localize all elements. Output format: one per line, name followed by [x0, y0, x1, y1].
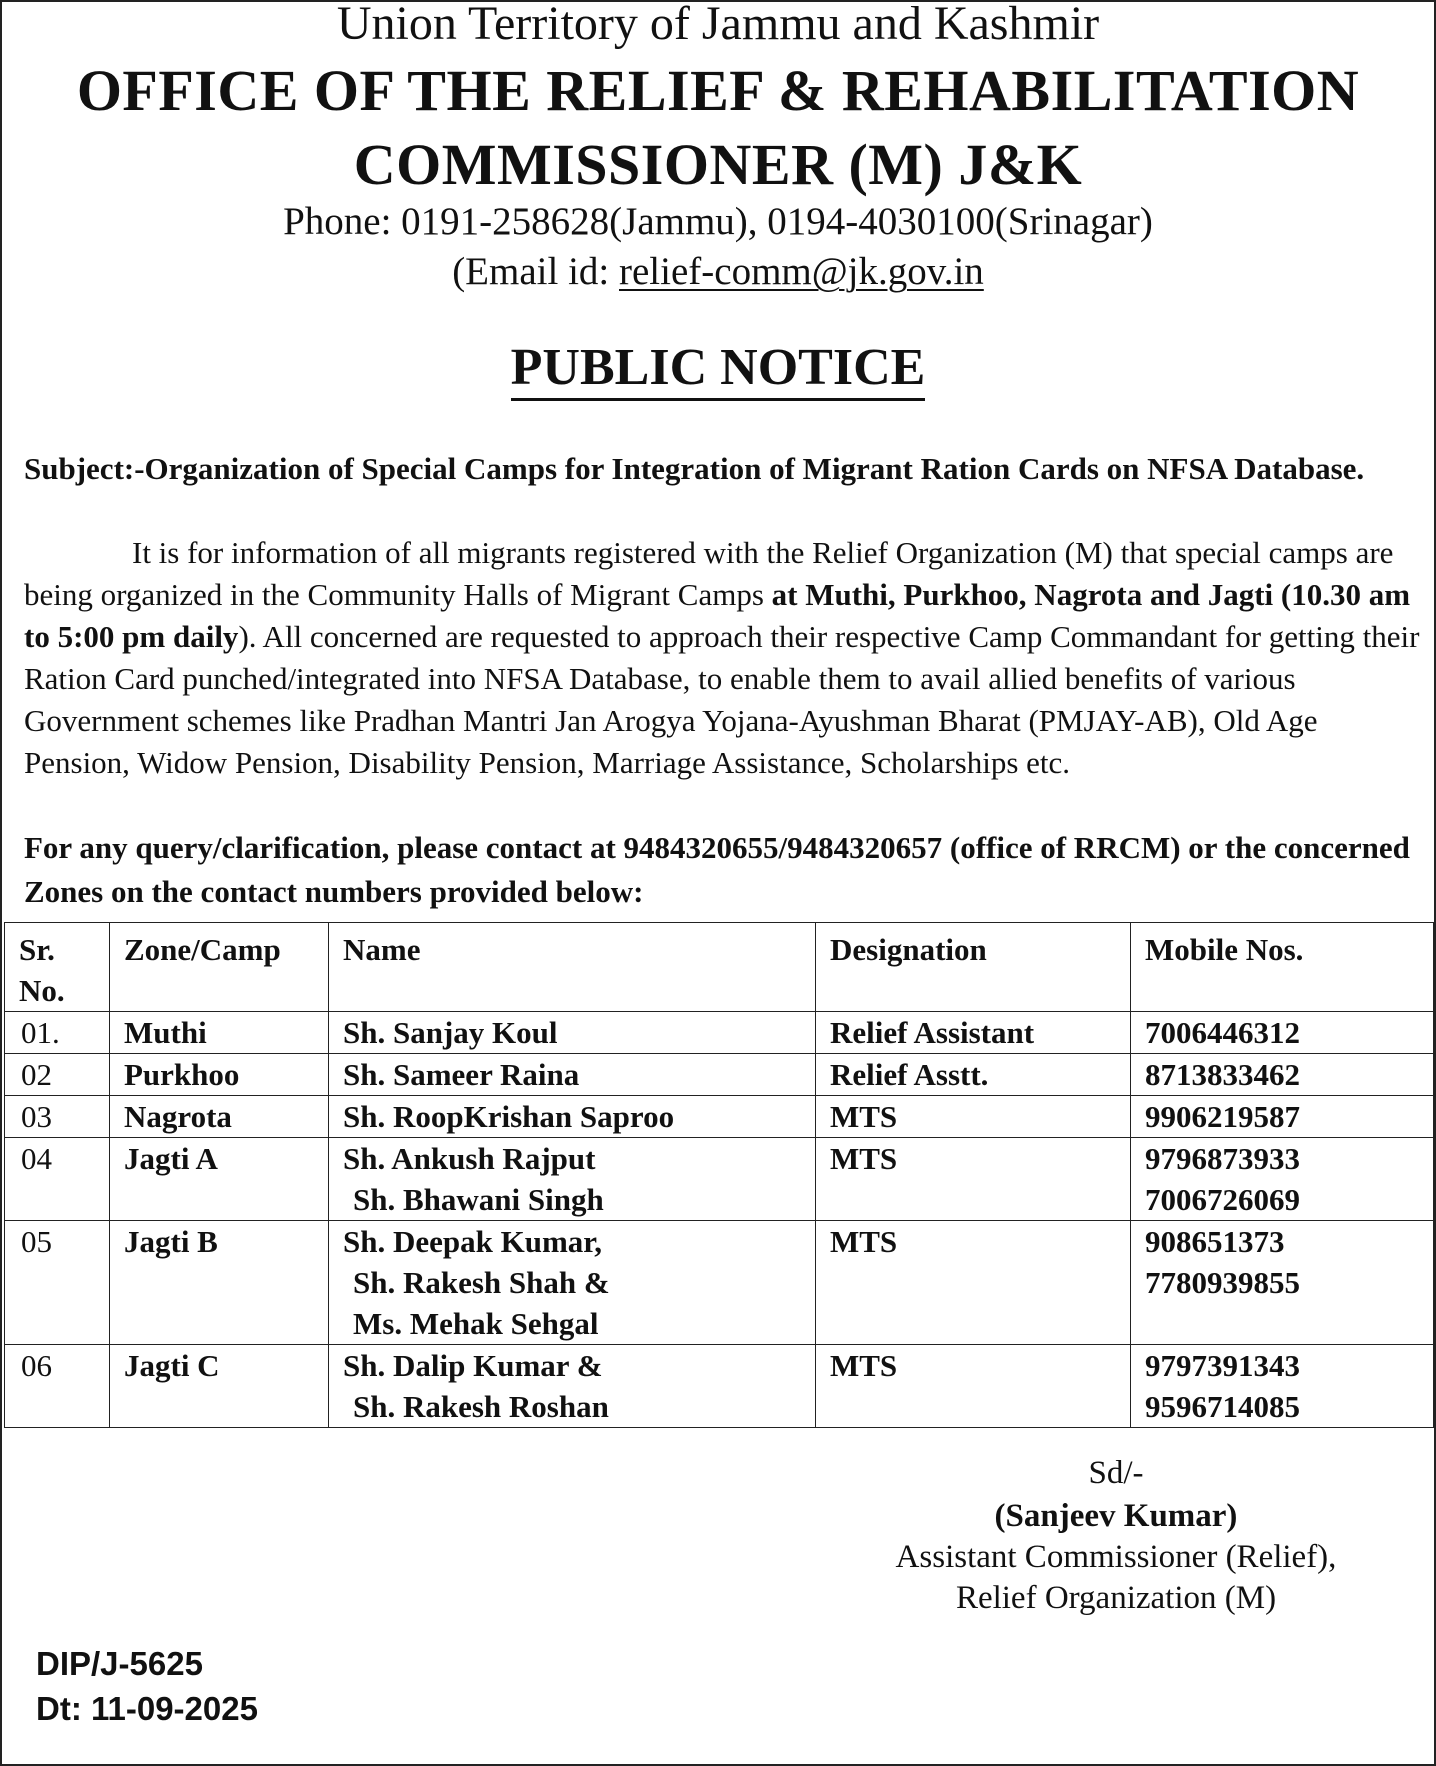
email-line: [0, 250, 1436, 294]
cell-sr: 06: [5, 1345, 110, 1428]
header-designation: Designation: [816, 923, 1131, 1012]
query-line: For any query/clarification, please contact at 9484320655/9484320657 (office of RRCM) or the concerned Zones on the contact numbers provided below:: [24, 830, 1410, 909]
signatory-organization: Relief Organization (M): [955, 1580, 1277, 1616]
cell-name: [329, 1096, 816, 1138]
cell-name: [329, 1012, 816, 1054]
cell-mobile: [1131, 1054, 1434, 1096]
name-entry: Sh. Dalip Kumar &: [343, 1348, 603, 1383]
name-entry: Sh. Sanjay Koul: [343, 1015, 558, 1050]
dip-number: DIP/J-5625: [36, 1645, 203, 1682]
email-link[interactable]: relief-comm@jk.gov.in: [619, 250, 984, 293]
cell-name: [329, 1345, 816, 1428]
mobile-entry: 9796873933: [1145, 1141, 1300, 1176]
table-row: [5, 1054, 1434, 1096]
mobile-entry: 9797391343: [1145, 1348, 1300, 1383]
dip-date: Dt: 11-09-2025: [36, 1690, 258, 1727]
cell-zone: Jagti C: [110, 1345, 329, 1428]
mobile-entry: 9906219587: [1145, 1099, 1300, 1134]
cell-designation: MTS: [816, 1221, 1131, 1345]
cell-name: [329, 1221, 816, 1345]
cell-mobile: [1131, 1345, 1434, 1428]
table-row: [5, 1345, 1434, 1428]
signature-sd: Sd/-: [1088, 1455, 1144, 1491]
paragraph-bold-locations: at Muthi, Purkhoo, Nagrota and Jagti (10.30 am to 5:00 pm daily: [24, 577, 1411, 654]
name-entry: Sh. Rakesh Roshan: [353, 1389, 609, 1424]
mobile-entry: 7006726069: [1145, 1182, 1300, 1217]
notice-title-text: PUBLIC NOTICE: [511, 339, 926, 401]
notice-title: [0, 340, 1436, 396]
cell-mobile: [1131, 1221, 1434, 1345]
cell-sr: 01.: [5, 1012, 110, 1054]
mobile-entry: 7006446312: [1145, 1015, 1300, 1050]
mobile-entry: 8713833462: [1145, 1057, 1300, 1092]
cell-designation: MTS: [816, 1138, 1131, 1221]
cell-sr: 04: [5, 1138, 110, 1221]
cell-zone: Nagrota: [110, 1096, 329, 1138]
notice-paragraph: [24, 532, 1424, 784]
cell-designation: MTS: [816, 1096, 1131, 1138]
name-entry: Ms. Mehak Sehgal: [353, 1306, 599, 1341]
table-row: [5, 1138, 1434, 1221]
cell-sr: 05: [5, 1221, 110, 1345]
header-name: Name: [329, 923, 816, 1012]
cell-zone: Jagti B: [110, 1221, 329, 1345]
cell-zone: Muthi: [110, 1012, 329, 1054]
header-sr-line1: Sr.: [19, 932, 55, 967]
name-entry: Sh. RoopKrishan Saproo: [343, 1099, 675, 1134]
cell-designation: Relief Assistant: [816, 1012, 1131, 1054]
name-entry: Sh. Deepak Kumar,: [343, 1224, 602, 1259]
cell-mobile: [1131, 1096, 1434, 1138]
cell-sr: 03: [5, 1096, 110, 1138]
office-heading-line1: OFFICE OF THE RELIEF & REHABILITATION: [76, 58, 1360, 123]
email-prefix: (Email id:: [452, 250, 619, 293]
contacts-table: [4, 922, 1434, 1428]
header-sr-no: [5, 923, 110, 1012]
name-entry: Sh. Sameer Raina: [343, 1057, 580, 1092]
name-entry: Sh. Ankush Rajput: [343, 1141, 596, 1176]
cell-sr: 02: [5, 1054, 110, 1096]
header-mobile: Mobile Nos.: [1131, 923, 1434, 1012]
header-sr-line2: No.: [19, 973, 65, 1008]
cell-mobile: [1131, 1012, 1434, 1054]
table-header-row: [5, 923, 1434, 1012]
mobile-entry: 7780939855: [1145, 1265, 1300, 1300]
office-heading-line2: COMMISSIONER (M) J&K: [353, 132, 1083, 197]
phone-line: Phone: 0191-258628(Jammu), 0194-4030100(Srinagar): [283, 200, 1153, 243]
signatory-name: (Sanjeev Kumar): [994, 1498, 1238, 1534]
name-entry: Sh. Bhawani Singh: [353, 1182, 604, 1217]
header-zone: Zone/Camp: [110, 923, 329, 1012]
cell-designation: Relief Asstt.: [816, 1054, 1131, 1096]
name-entry: Sh. Rakesh Shah &: [353, 1265, 610, 1300]
subject-line: Subject:-Organization of Special Camps for Integration of Migrant Ration Cards on NFSA Database.: [24, 451, 1365, 486]
cell-name: [329, 1054, 816, 1096]
cell-designation: MTS: [816, 1345, 1131, 1428]
table-row: [5, 1096, 1434, 1138]
paragraph-part1: It is for information of all migrants registered with the Relief Organization (M) that special camps are being organized in the Community Halls of Migrant Camps: [24, 535, 1394, 612]
paragraph-part2: ). All concerned are requested to approach their respective Camp Commandant for getting their Ration Card punched/integrated into NFSA Database, to enable them to avail allied benefits of various Government schemes like Pradhan Mantri Jan Arogya Yojana-Ayushman Bharat (PMJAY-AB), Old Age Pension, Widow Pension, Disability Pension, Marriage Assistance, Scholarships etc.: [24, 619, 1420, 780]
cell-name: [329, 1138, 816, 1221]
table-row: [5, 1221, 1434, 1345]
cell-mobile: [1131, 1138, 1434, 1221]
table-row: [5, 1012, 1434, 1054]
cell-zone: Jagti A: [110, 1138, 329, 1221]
signatory-designation: Assistant Commissioner (Relief),: [895, 1539, 1337, 1575]
mobile-entry: 908651373: [1145, 1224, 1285, 1259]
ut-heading: Union Territory of Jammu and Kashmir: [336, 0, 1100, 50]
mobile-entry: 9596714085: [1145, 1389, 1300, 1424]
cell-zone: Purkhoo: [110, 1054, 329, 1096]
